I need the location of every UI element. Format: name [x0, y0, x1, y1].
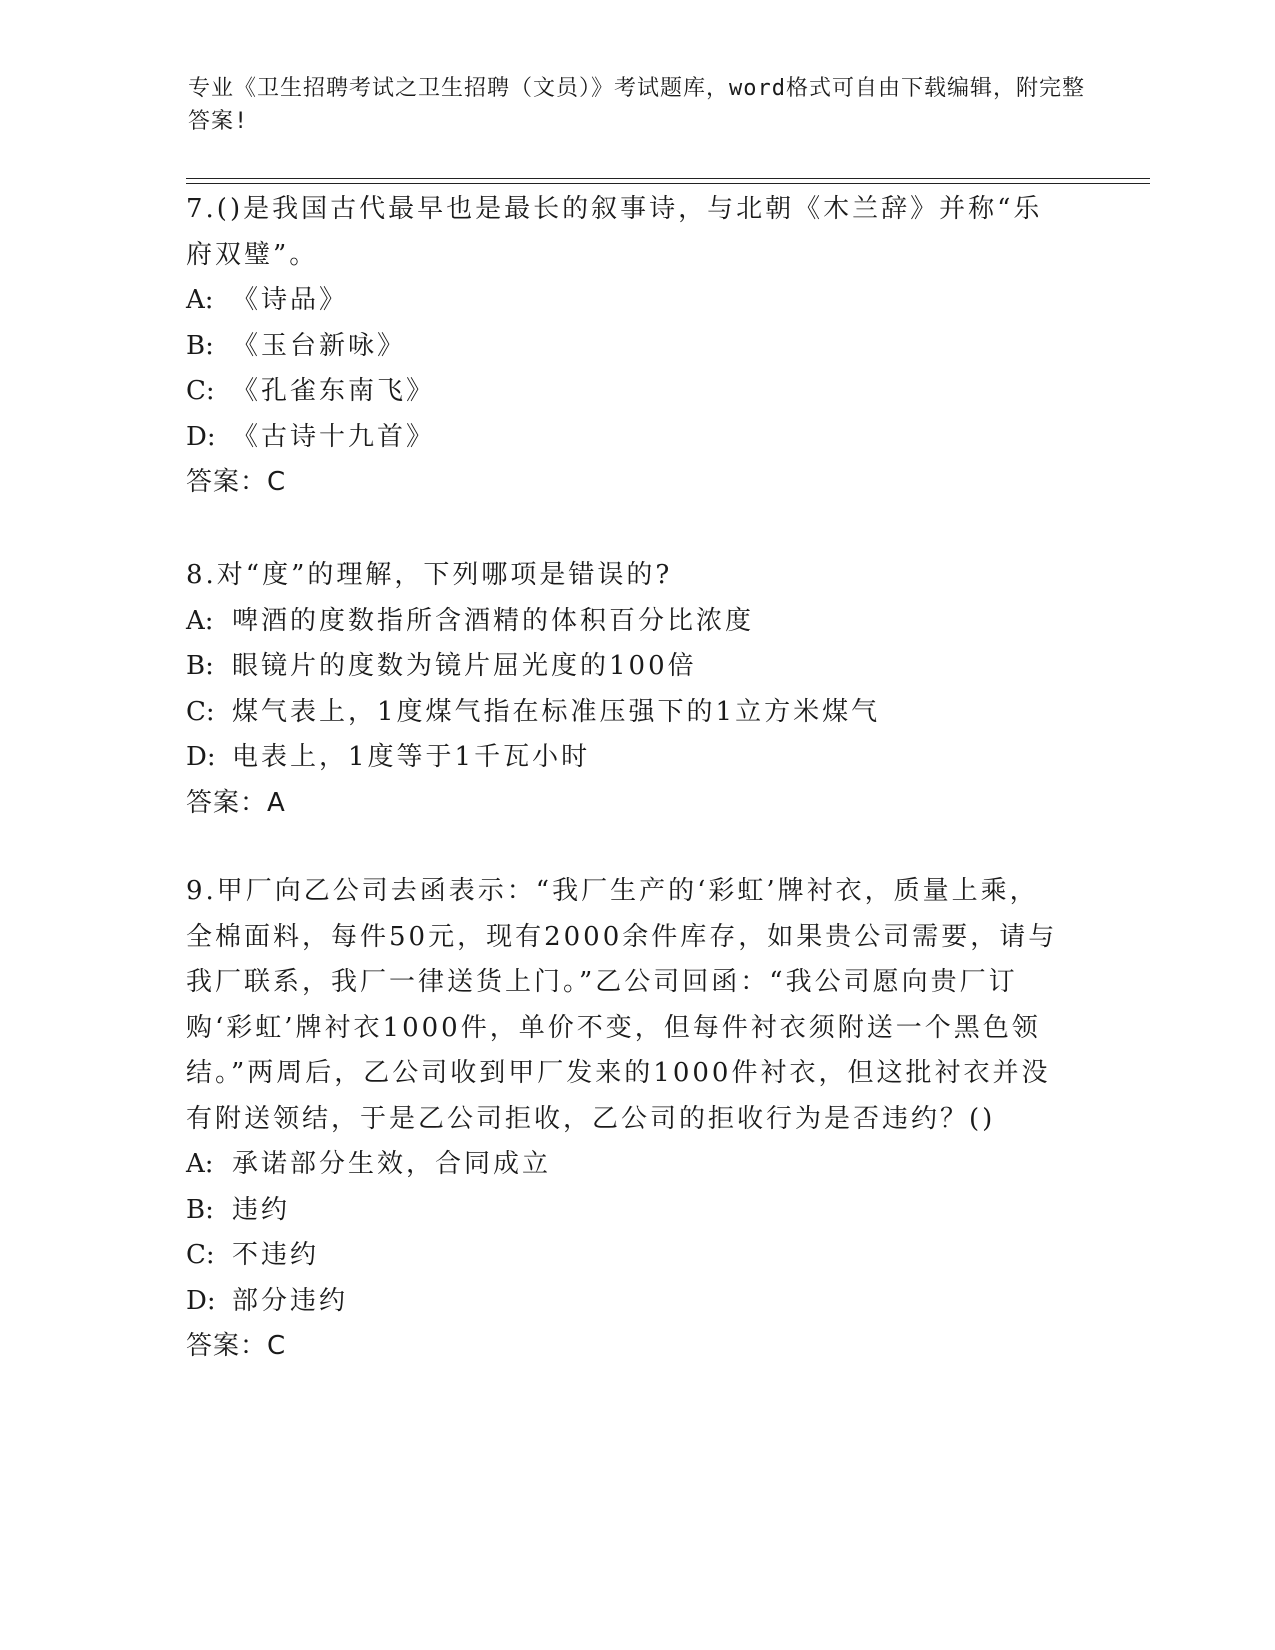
header-divider-bottom: [186, 183, 1150, 184]
option-letter: D:: [186, 1285, 216, 1316]
question-stem: 8.对“度”的理解，下列哪项是错误的?: [186, 560, 673, 590]
option-letter: C:: [186, 1240, 215, 1270]
option-d: [186, 735, 1066, 781]
option-letter: A:: [186, 605, 214, 636]
option-text: 煤气表上，1度煤气指在标准压强下的1立方米煤气: [232, 696, 881, 727]
question-7: [186, 187, 1066, 505]
option-letter: A:: [186, 1149, 214, 1179]
option-b: [186, 324, 1066, 370]
option-a: [186, 278, 1066, 324]
question-8: [186, 553, 1066, 826]
answer-line: 答案：C: [186, 467, 287, 497]
document-header: 专业《卫生招聘考试之卫生招聘（文员）》考试题库，word格式可自由下载编辑，附完整答案!: [188, 76, 1085, 134]
option-text: 承诺部分生效，合同成立: [232, 1149, 552, 1179]
option-text: 违约: [232, 1194, 291, 1225]
option-c: [186, 1233, 1066, 1279]
option-letter: D:: [186, 421, 216, 452]
option-b: [186, 1188, 1066, 1234]
option-letter: C:: [186, 376, 215, 406]
answer-line: 答案：C: [186, 1331, 287, 1361]
option-text: 啤酒的度数指所含酒精的体积百分比浓度: [232, 605, 755, 636]
option-text: 《诗品》: [232, 285, 349, 315]
option-letter: B:: [186, 330, 214, 361]
option-letter: D:: [186, 742, 216, 772]
option-letter: B:: [186, 651, 214, 681]
option-text: 不违约: [232, 1240, 320, 1270]
header-divider-top: [186, 178, 1150, 179]
option-text: 《玉台新咏》: [232, 330, 407, 361]
option-d: [186, 1279, 1066, 1325]
option-text: 电表上，1度等于1千瓦小时: [232, 742, 591, 772]
option-text: 部分违约: [232, 1285, 349, 1316]
option-letter: B:: [186, 1194, 214, 1225]
option-letter: C:: [186, 696, 215, 727]
option-text: 《古诗十九首》: [232, 421, 436, 452]
option-text: 眼镜片的度数为镜片屈光度的100倍: [232, 651, 697, 681]
option-letter: A:: [186, 285, 214, 315]
option-text: 《孔雀东南飞》: [232, 376, 436, 406]
question-9: [186, 869, 1066, 1369]
option-a: [186, 599, 1066, 645]
option-c: [186, 690, 1066, 736]
question-stem: 7.()是我国古代最早也是最长的叙事诗，与北朝《木兰辞》并称“乐府双璧”。: [186, 194, 1043, 270]
question-stem: 9.甲厂向乙公司去函表示：“我厂生产的‘彩虹’牌衬衣，质量上乘，全棉面料，每件50元，现有2000余件库存，如果贵公司需要，请与我厂联系，我厂一律送货上门。”乙公司回函：“我公司愿向贵厂订购‘彩虹’牌衬衣1000件，单价不变，但每件衬衣须附送一个黑色领结。”两周后，乙公司收到甲厂发来的1000件衬衣，但这批衬衣并没有附送领结，于是乙公司拒收，乙公司的拒收行为是否违约？(): [186, 876, 1058, 1134]
option-c: [186, 369, 1066, 415]
answer-line: 答案：A: [186, 787, 286, 818]
option-d: [186, 415, 1066, 461]
option-a: [186, 1142, 1066, 1188]
option-b: [186, 644, 1066, 690]
